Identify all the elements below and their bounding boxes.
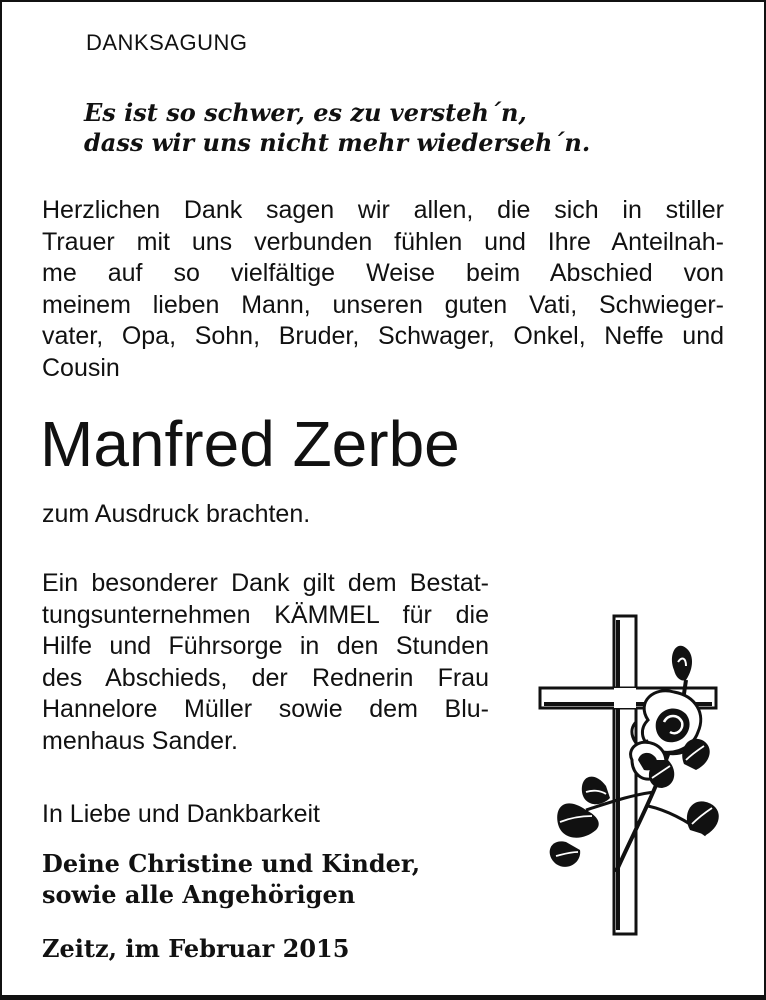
motto-verse — [84, 98, 590, 158]
thanks-line: Trauer mit uns verbunden fühlen und Ihre Anteilnah- — [42, 227, 724, 256]
special-thanks-line: Ein besonderer Dank gilt dem Bestat- — [42, 569, 489, 597]
closing-regards: In Liebe und Dankbarkeit — [42, 800, 320, 828]
special-thanks-line: Hannelore Müller sowie dem Blu- — [42, 695, 489, 723]
thanks-line: me auf so vielfältige Weise beim Abschied von — [42, 259, 724, 287]
deceased-name: Manfred Zerbe — [40, 408, 460, 480]
motto-line: dass wir uns nicht mehr wiederseh´n. — [84, 128, 591, 157]
place-date: Zeitz, im Februar 2015 — [42, 934, 350, 963]
special-thanks-line: tungsunternehmen KÄMMEL für die — [42, 600, 489, 629]
notice-heading: DANKSAGUNG — [86, 30, 248, 55]
expression-line: zum Ausdruck brachten. — [42, 500, 311, 528]
special-thanks-line: menhaus Sander. — [42, 726, 238, 755]
thanks-line: meinem lieben Mann, unseren guten Vati, Schwieger- — [42, 290, 724, 319]
signature-line: sowie alle Angehörigen — [42, 880, 356, 909]
thanks-line: Herzlichen Dank sagen wir allen, die sich in stiller — [42, 196, 724, 224]
thanks-paragraph — [42, 195, 724, 384]
special-thanks-line: Hilfe und Führsorge in den Stunden — [42, 632, 489, 660]
thanks-line: vater, Opa, Sohn, Bruder, Schwager, Onkel, Neffe und — [42, 322, 724, 350]
signature-block — [42, 848, 420, 910]
special-thanks-line: des Abschieds, der Rednerin Frau — [42, 663, 489, 692]
special-thanks-paragraph — [42, 568, 489, 757]
signature-line: Deine Christine und Kinder, — [42, 849, 421, 878]
motto-line: Es ist so schwer, es zu versteh´n, — [84, 98, 527, 127]
thanks-line: Cousin — [42, 353, 120, 382]
cross-with-rose-icon — [536, 610, 722, 940]
